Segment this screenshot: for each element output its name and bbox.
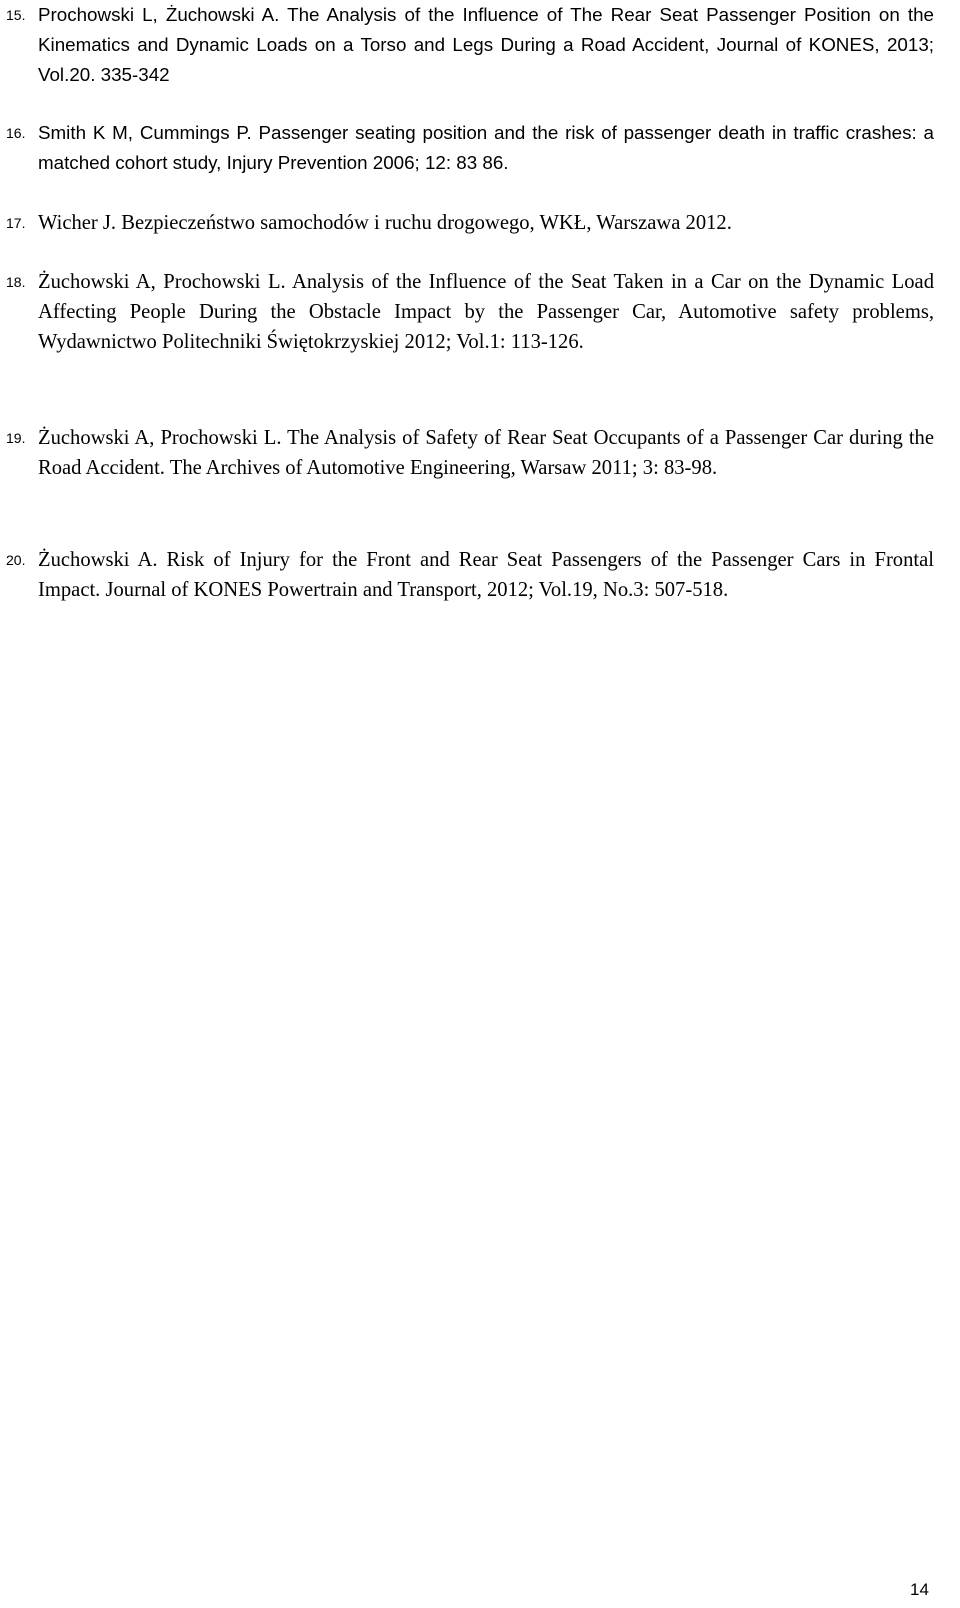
reference-text: Żuchowski A. Risk of Injury for the Front and Rear Seat Passengers of the Passenger Cars in Frontal Impact. Journal of KONES Powertrain and Transport, 2012; Vol.19, No.3: 507-518. [38, 549, 934, 601]
reference-number: 19. [6, 430, 26, 446]
reference-number: 16. [6, 125, 26, 141]
reference-text: Żuchowski A, Prochowski L. The Analysis of Safety of Rear Seat Occupants of a Passenger Car during the Road Accident. The Archives of Automotive Engineering, Warsaw 2011; 3: 83-98. [38, 427, 934, 479]
reference-number: 18. [6, 274, 26, 290]
reference-text: Smith K M, Cummings P. Passenger seating position and the risk of passenger death in traffic crashes: a matched cohort study, Injury Prevention 2006; 12: 83 86. [38, 122, 934, 173]
reference-number: 17. [6, 215, 26, 231]
reference-text: Wicher J. Bezpieczeństwo samochodów i ruchu drogowego, WKŁ, Warszawa 2012. [38, 212, 732, 234]
reference-number: 15. [6, 7, 26, 23]
reference-text: Żuchowski A, Prochowski L. Analysis of the Influence of the Seat Taken in a Car on the Dynamic Load Affecting People During the Obstacle Impact by the Passenger Car, Automotive safety problems, Wydawnictwo Politechniki Świętokrzyskiej 2012; Vol.1: 113-126. [38, 271, 934, 353]
reference-number: 20. [6, 552, 26, 568]
reference-text: Prochowski L, Żuchowski A. The Analysis of the Influence of The Rear Seat Passenger Position on the Kinematics and Dynamic Loads on a Torso and Legs During a Road Accident, Journal of KONES, 2013; Vol.20. 335-342 [38, 4, 934, 85]
page-number: 14 [910, 1580, 929, 1599]
